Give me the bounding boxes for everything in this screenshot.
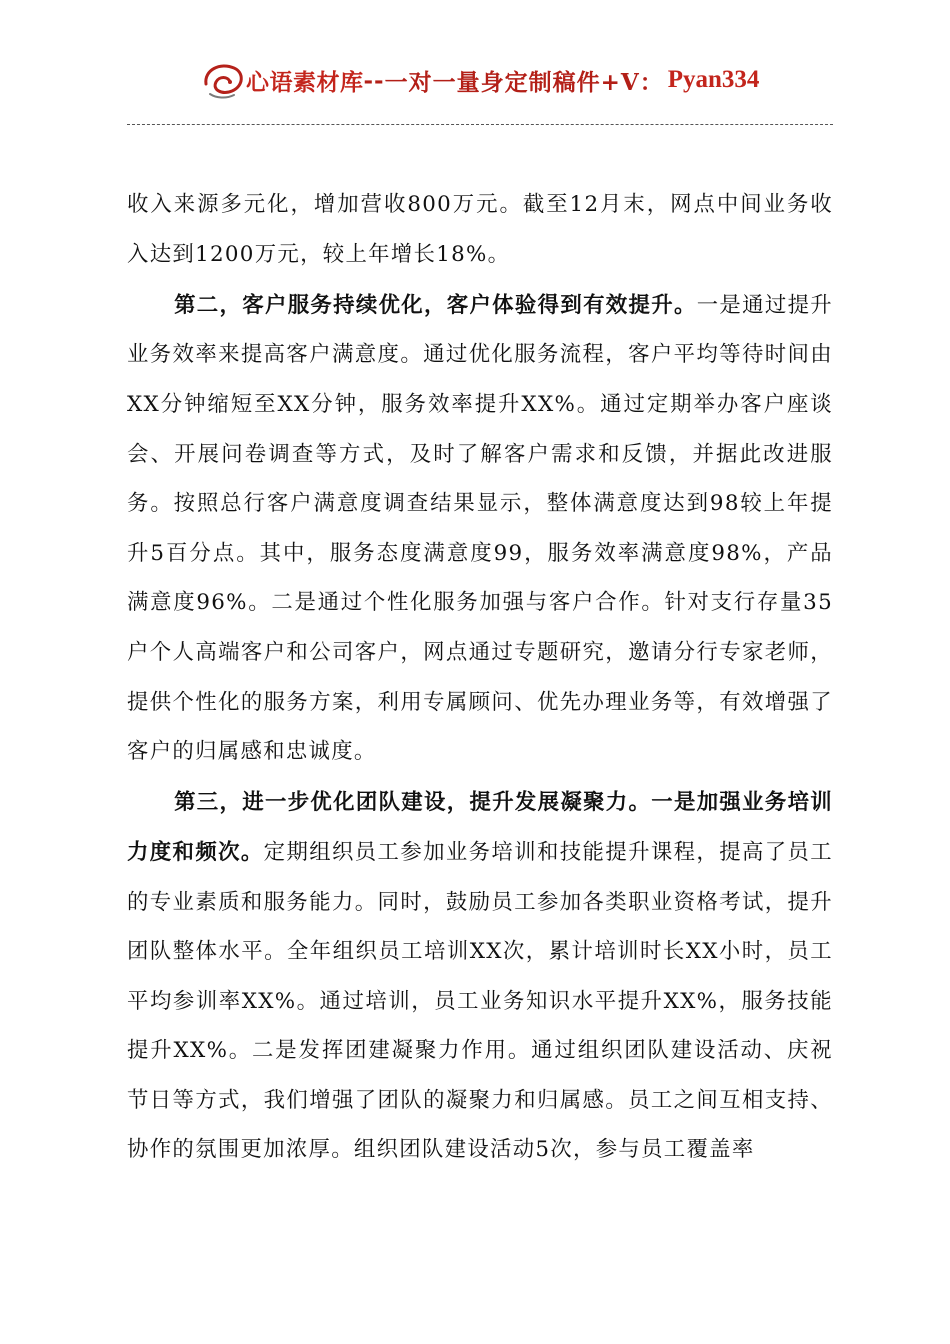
header-divider [127,124,833,125]
paragraph-heading: 第三，进一步优化团队建设，提升发展凝聚力。一是加强业务培训力度和频次。 [127,790,833,865]
contact-prefix: +V： [600,68,664,96]
brand-swirl-icon [200,58,246,102]
paragraph-heading: 第二，客户服务持续优化，客户体验得到有效提升。 [174,292,697,318]
contact-id: Pyan334 [667,66,760,93]
paragraph-customer-service [127,281,833,777]
document-body [127,180,833,1175]
header-slogan: 一对一量身定制稿件 [384,68,601,96]
brand-name: 心语素材库 [246,68,364,96]
paragraph-text: 一是通过提升业务效率来提高客户满意度。通过优化服务流程，客户平均等待时间由XX分钟缩短至XX分钟，服务效率提升XX%。通过定期举办客户座谈会、开展问卷调查等方式，及时了解客户需求和反馈，并据此改进服务。按照总行客户满意度调查结果显示，整体满意度达到98较上年提升5百分点。其中，服务态度满意度99，服务效率满意度98%，产品满意度96%。二是通过个性化服务加强与客户合作。针对支行存量35户个人高端客户和公司客户，网点通过专题研究，邀请分行专家老师，提供个性化的服务方案，利用专属顾问、优先办理业务等，有效增强了客户的归属感和忠诚度。 [127,292,833,765]
page-header [200,58,800,102]
header-separator: -- [363,66,385,94]
paragraph-continued: 收入来源多元化，增加营收800万元。截至12月末，网点中间业务收入达到1200万元，较上年增长18%。 [127,192,833,267]
paragraph-team-building [127,778,833,1175]
paragraph-text: 定期组织员工参加业务培训和技能提升课程，提高了员工的专业素质和服务能力。同时，鼓励员工参加各类职业资格考试，提升团队整体水平。全年组织员工培训XX次，累计培训时长XX小时，员工平均参训率XX%。通过培训，员工业务知识水平提升XX%，服务技能提升XX%。二是发挥团建凝聚力作用。通过组织团队建设活动、庆祝节日等方式，我们增强了团队的凝聚力和归属感。员工之间互相支持、协作的氛围更加浓厚。组织团队建设活动5次，参与员工覆盖率 [127,839,833,1163]
